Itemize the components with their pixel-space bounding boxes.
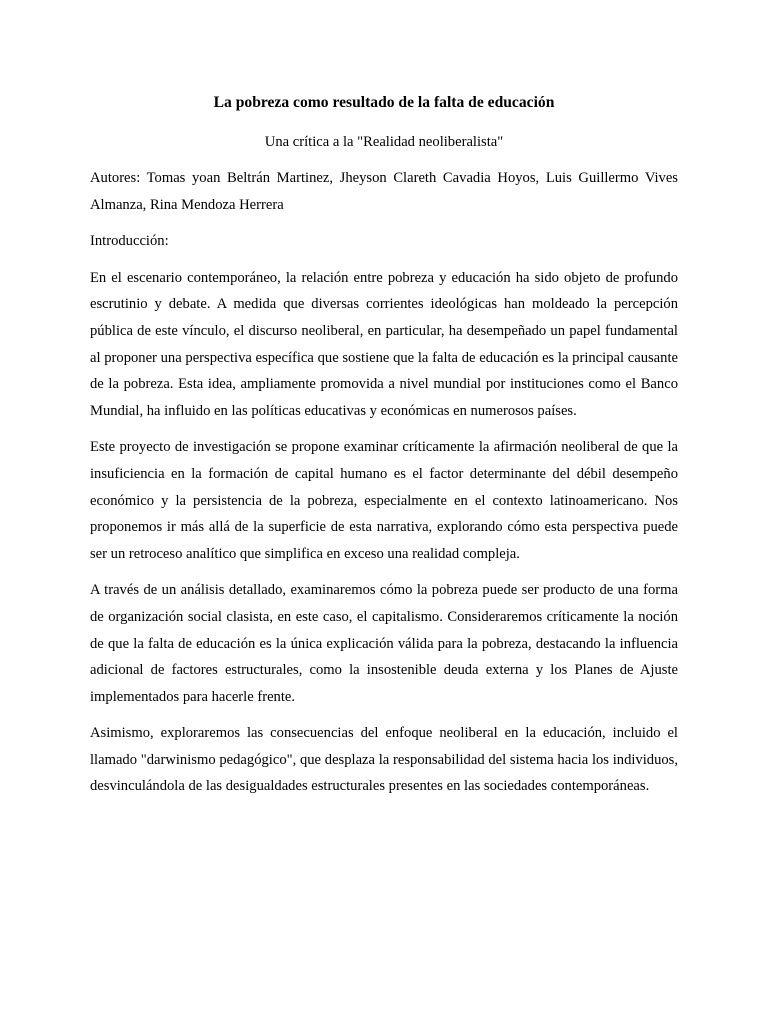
intro-paragraph-3: A través de un análisis detallado, examinaremos cómo la pobreza puede ser producto de una forma de organización social clasista, en este caso, el capitalismo. Consideraremos críticamente la noción de que la falta de educación es la única explicación válida para la pobreza, destacando la influencia adicional de factores estructurales, como la insostenible deuda externa y los Planes de Ajuste implementados para hacerle frente. xyxy=(90,582,678,705)
authors-line: Autores: Tomas yoan Beltrán Martinez, Jheyson Clareth Cavadia Hoyos, Luis Guillermo Vives Almanza, Rina Mendoza Herrera xyxy=(90,170,678,213)
document-subtitle: Una crítica a la "Realidad neoliberalista" xyxy=(264,134,504,150)
document-title: La pobreza como resultado de la falta de educación xyxy=(213,94,555,111)
intro-paragraph-1: En el escenario contemporáneo, la relación entre pobreza y educación ha sido objeto de profundo escrutinio y debate. A medida que diversas corrientes ideológicas han moldeado la percepción pública de este vínculo, el discurso neoliberal, en particular, ha desempeñado un papel fundamental al proponer una perspectiva específica que sostiene que la falta de educación es la principal causante de la pobreza. Esta idea, ampliamente promovida a nivel mundial por instituciones como el Banco Mundial, ha influido en las políticas educativas y económicas en numerosos países. xyxy=(90,269,678,419)
intro-paragraph-4: Asimismo, exploraremos las consecuencias del enfoque neoliberal en la educación, incluido el llamado "darwinismo pedagógico", que desplaza la responsabilidad del sistema hacia los individuos, desvinculándola de las desigualdades estructurales presentes en las sociedades contemporáneas. xyxy=(90,725,678,795)
intro-paragraph-2: Este proyecto de investigación se propone examinar críticamente la afirmación neoliberal de que la insuficiencia en la formación de capital humano es el factor determinante del débil desempeño económico y la persistencia de la pobreza, especialmente en el contexto latinoamericano. Nos proponemos ir más allá de la superficie de esta narrativa, explorando cómo esta perspectiva puede ser un retroceso analítico que simplifica en exceso una realidad compleja. xyxy=(90,439,678,562)
section-heading-introduction: Introducción: xyxy=(90,233,169,250)
